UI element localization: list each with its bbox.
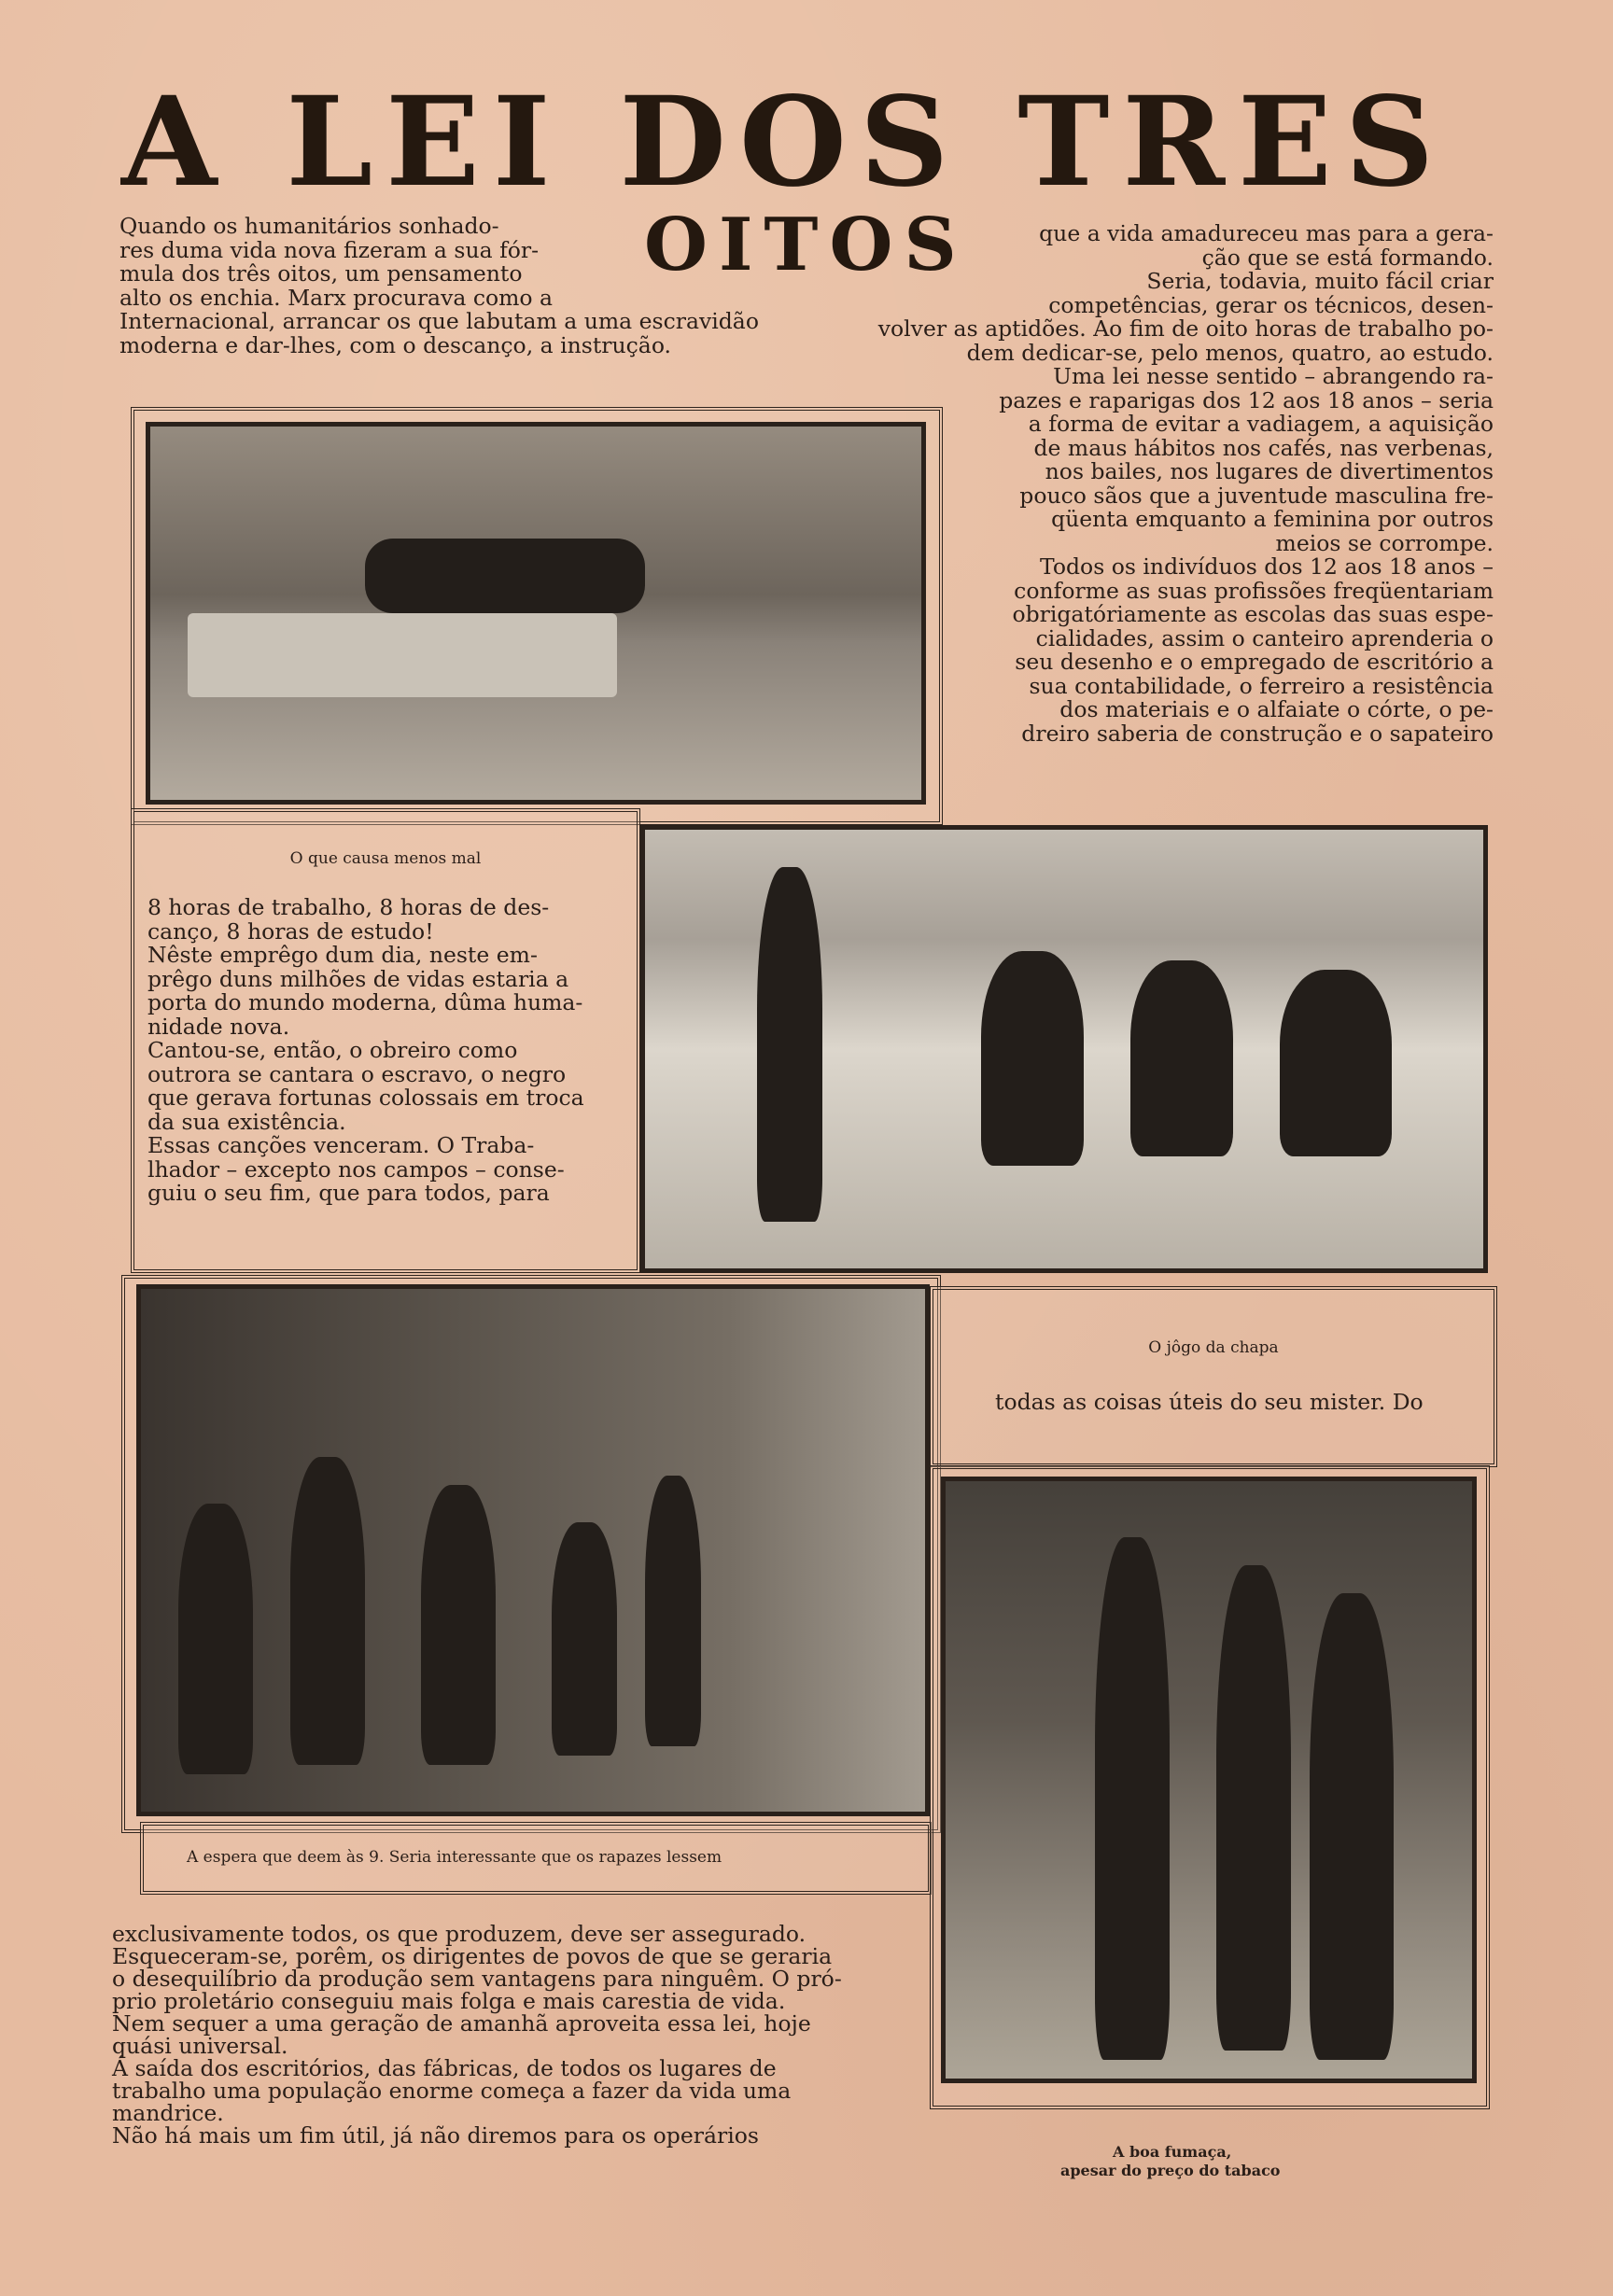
- right-column-text: que a vida amadureceu mas para a gera- ção que se está formando. Seria, todavia, muito fácil criar competências, gerar os técnicos, desen- volver as aptidões. Ao fim de oito horas de trabalho po- dem dedicar-se, pelo menos, quatro, ao estudo. Uma lei nesse sentido – abrangendo ra- pazes e raparigas dos 12 aos 18 anos – seria a forma de evitar a vadiagem, a aquisição de maus hábitos nos cafés, nas verbenas, nos bailes, nos lugares de divertimentos pouco sãos que a juventude masculina fre- qüenta emquanto a feminina por outros meios se corrompe. Todos os indivíduos dos 12 aos 18 anos – conforme as suas profissões freqüentariam obrigatóriamente as escolas das suas espe- cialidades, assim o canteiro aprenderia o seu desenho e o empregado de escritório a sua contabilidade, o ferreiro a resistência dos materiais e o alfaiate o córte, o pe- dreiro saberia de construção e o sapateiro: [877, 220, 1494, 747]
- caption-smoke-line1: A boa fumaça,: [1113, 2143, 1232, 2161]
- caption-sleeping: O que causa menos mal: [289, 849, 482, 868]
- man-4: [552, 1522, 617, 1756]
- photo-men-smoking: [941, 1477, 1477, 2083]
- crouching-boy-1: [981, 951, 1084, 1166]
- smoker-3: [1310, 1593, 1394, 2060]
- bottom-text: exclusivamente todos, os que produzem, deve ser assegurado. Esqueceram-se, porêm, os dirigentes de povos de que se geraria o desequilíbrio da produção sem vantagens para ninguêm. O pró- prio proletário conseguiu mais folga e mais carestia de vida. Nem sequer a uma geração de amanhã aproveita essa lei, hoje quási universal. Á saída dos escritórios, das fábricas, de todos os lugares de trabalho uma população enorme começa a fazer da vida uma mandrice. Não há mais um fim útil, já não diremos para os operários: [112, 1921, 842, 2149]
- caption-box-game: [930, 1286, 1497, 1467]
- page-title: A LEI DOS TRES: [121, 70, 1448, 215]
- man-2: [290, 1457, 365, 1765]
- photo-frame-smoking: [930, 1465, 1490, 2109]
- smoker-1: [1095, 1537, 1170, 2060]
- bench-shape: [188, 613, 617, 697]
- text-box-middle-left: [131, 808, 640, 1273]
- standing-boy: [757, 867, 822, 1222]
- photo-frame-waiting: [121, 1275, 941, 1833]
- page-subtitle: OITOS: [644, 203, 968, 287]
- sleeping-figure: [365, 539, 645, 613]
- smoker-2: [1216, 1565, 1291, 2051]
- intro-paragraph: Quando os humanitários sonhado- res duma vida nova fizeram a sua fór- mula dos três oitos, um pensamento alto os enchia. Marx procurava como a Internacional, arrancar os que labutam a uma escravidão moderna e dar-lhes, com o descanço, a instrução.: [119, 213, 759, 358]
- photo-frame-sleeping: [131, 407, 943, 825]
- middle-left-text: 8 horas de trabalho, 8 horas de des- canço, 8 horas de estudo! Nêste emprêgo dum dia, neste em- prêgo duns milhões de vidas estaria a porta do mundo moderna, dûma huma- nidade nova. Cantou-se, então, o obreiro como outrora se cantara o escravo, o negro que gerava fortunas colossais em troca da sua existência. Essas canções venceram. O Traba- lhador – excepto nos campos – conse- guiu o seu fim, que para todos, para: [147, 894, 584, 1206]
- caption-smoke-line2: apesar do preço do tabaco: [1060, 2162, 1281, 2179]
- photo-boys-playing: [640, 825, 1488, 1273]
- crouching-boy-2: [1130, 960, 1233, 1156]
- caption-box-waiting: [140, 1822, 932, 1895]
- caption-waiting: A espera que deem às 9. Seria interessante que os rapazes lessem: [187, 1848, 722, 1867]
- crouching-boy-3: [1280, 970, 1392, 1156]
- right-middle-text: todas as coisas úteis do seu mister. Do: [995, 1389, 1424, 1415]
- caption-game: O jôgo da chapa: [1148, 1338, 1279, 1357]
- man-5: [645, 1476, 701, 1746]
- photo-men-waiting: [136, 1284, 930, 1816]
- man-3: [421, 1485, 496, 1765]
- man-1: [178, 1504, 253, 1774]
- photo-sleeping-man: [146, 422, 926, 805]
